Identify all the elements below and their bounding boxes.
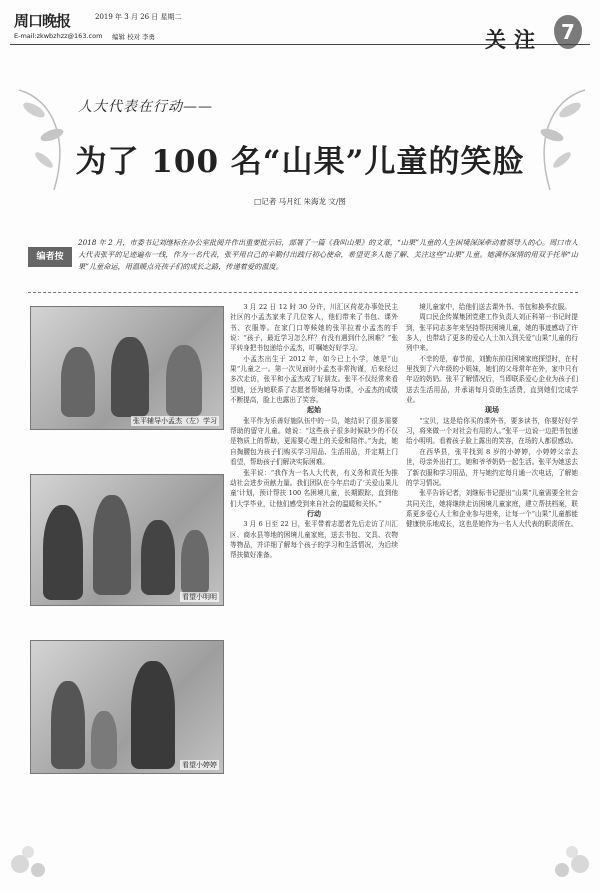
header-divider (10, 44, 590, 45)
editor-credit: 编辑 校对 李勇 (112, 33, 156, 41)
newspaper-masthead: 周口晚报 (14, 12, 71, 30)
subhead: 现场 (485, 405, 499, 415)
paragraph: 不幸的是，春节前，刘勤东前往困境家庭探望时，在村里找到了六年级的小姐妹，她们的父母常年在外，家中只有年迈的奶奶。张平了解情况后，当即联系爱心企业为孩子们送去生活用品，并承诺每月资助生活费，直到她们完成学业。 (406, 354, 578, 405)
subhead: 行动 (307, 508, 321, 518)
photo-tutoring (30, 306, 224, 430)
paragraph: 小孟杰出生于 2012 年，如今已上小学，她是“山果”儿童之一。第一次见面时小孟杰非常拘谨，后来经过多次走访，张平和小孟杰成了好朋友。张平不仅经常来看望她，还为她联系了志愿者帮她辅导功课，小孟杰的成绩不断提高，脸上也露出了笑容。 (230, 354, 398, 405)
article-column-2 (406, 302, 578, 530)
flower-decoration-left-icon (4, 840, 64, 888)
paragraph: 周口民企传媒集团党建工作负责人刘正科第一书记时提到，张平同志多年来坚持帮扶困境儿童，她的事迹感动了许多人，也带动了更多的爱心人士加入到关爱“山果”儿童的行列中来。 (406, 313, 578, 353)
photo-caption: 看望小明明 (182, 593, 217, 601)
note-divider (28, 292, 578, 293)
paragraph: 张平作为乐善好施队伍中的一员，她结识了很多需要帮助的留守儿童。她说：“这些孩子很多时候缺少的不仅是物质上的帮助，更需要心理上的关爱和陪伴。”为此，她自掏腰包为孩子们购买学习用品、生活用品，并定期上门看望，帮助孩子们解决实际困难。 (230, 416, 398, 467)
paragraph: “宝贝，这是给你买的课外书，要多读书，你要好好学习，将来做一个对社会有用的人。”张平一边说一边把书包递给小明明。看着孩子脸上露出的笑容，在场的人都很感动。 (406, 416, 578, 446)
paragraph: 3 月 22 日 12 时 30 分许，川汇区荷花办事处民主社区的小孟杰家来了几位客人，他们带来了书包、课外书、衣服等。在家门口等候她的张平拉着小孟杰的手说：“孩子，最近学习怎么样？有没有遇到什么困难？”张平转身把书包递给小孟杰，叮嘱她好好学习。 (230, 303, 398, 353)
paragraph: 境儿童家中，给他们送去课外书、书包和换季衣服。 (419, 303, 571, 311)
editor-note-label: 编者按 (28, 247, 72, 267)
kicker-line: 人大代表在行动—— (78, 99, 213, 115)
section-title: 关注 (485, 27, 543, 52)
page-number-badge: 7 (554, 15, 582, 49)
flower-decoration-right-icon (536, 840, 596, 888)
paragraph: 在西华县，张平找到 8 岁的小婷婷，小婷婷父亲去世，母亲外出打工，她和爷爷奶奶一起生活。张平为她送去了新衣服和学习用品，并与她约定每月通一次电话，了解她的学习情况。 (406, 447, 578, 487)
subhead: 起始 (307, 405, 321, 415)
paragraph: 3 月 6 日至 22 日，张平带着志愿者先后走访了川汇区、商水县等地的困境儿童家庭，送去书包、文具、衣物等物品，并详细了解每个孩子的学习和生活情况，为后续帮扶做好准备。 (230, 520, 398, 560)
paragraph: 张平说：“我作为一名人大代表，有义务和责任为推动社会进步贡献力量。我们团队在今年启动了‘关爱山果儿童’计划，预计帮扶 100 名困境儿童，长期跟踪，直到他们大学毕业，让他们感受到来自社会的温暖和关怀。” (230, 468, 398, 508)
editor-note-text: 2018 年 2 月，市委书记刘继标在办公室批阅并作出重要批示后，部署了一篇《我叫山果》的文章，“山果”儿童的人生困境深深牵动着领导人的心。周口市人大代表张平的足迹遍布一线，作为一名代表，张平用自己的辛勤付出践行初心使命，希望更多人能了解、关注这些“山果”儿童。她满怀深情的用双手托举“山果”儿童命运，用温暖点亮孩子们的成长之路，传递着爱的温度。 (78, 238, 578, 271)
photo-caption: 看望小婷婷 (182, 761, 217, 769)
photo-visit-tingting (30, 640, 224, 774)
byline: □记者 马月红 朱海龙 文/图 (254, 197, 346, 206)
paragraph: 张平告诉记者，刘继标书记提出“山果”儿童需要全社会共同关注，她将继续走访困境儿童家庭，建立帮扶档案，联系更多爱心人士和企业参与进来，让每一个“山果”儿童都能健康快乐地成长，这也是她作为一名人大代表的职责所在。 (406, 489, 578, 529)
article-column-1 (230, 302, 398, 561)
contact-email[interactable]: E-mail:zkwbzhzz@163.com (14, 32, 103, 40)
photo-visit-mingming (30, 474, 224, 606)
photo-caption: 张平辅导小孟杰（左）学习 (133, 417, 217, 425)
headline: 为了 100 名“山果”儿童的笑脸 (75, 144, 525, 180)
issue-date: 2019 年 3 月 26 日 星期二 (95, 13, 182, 21)
